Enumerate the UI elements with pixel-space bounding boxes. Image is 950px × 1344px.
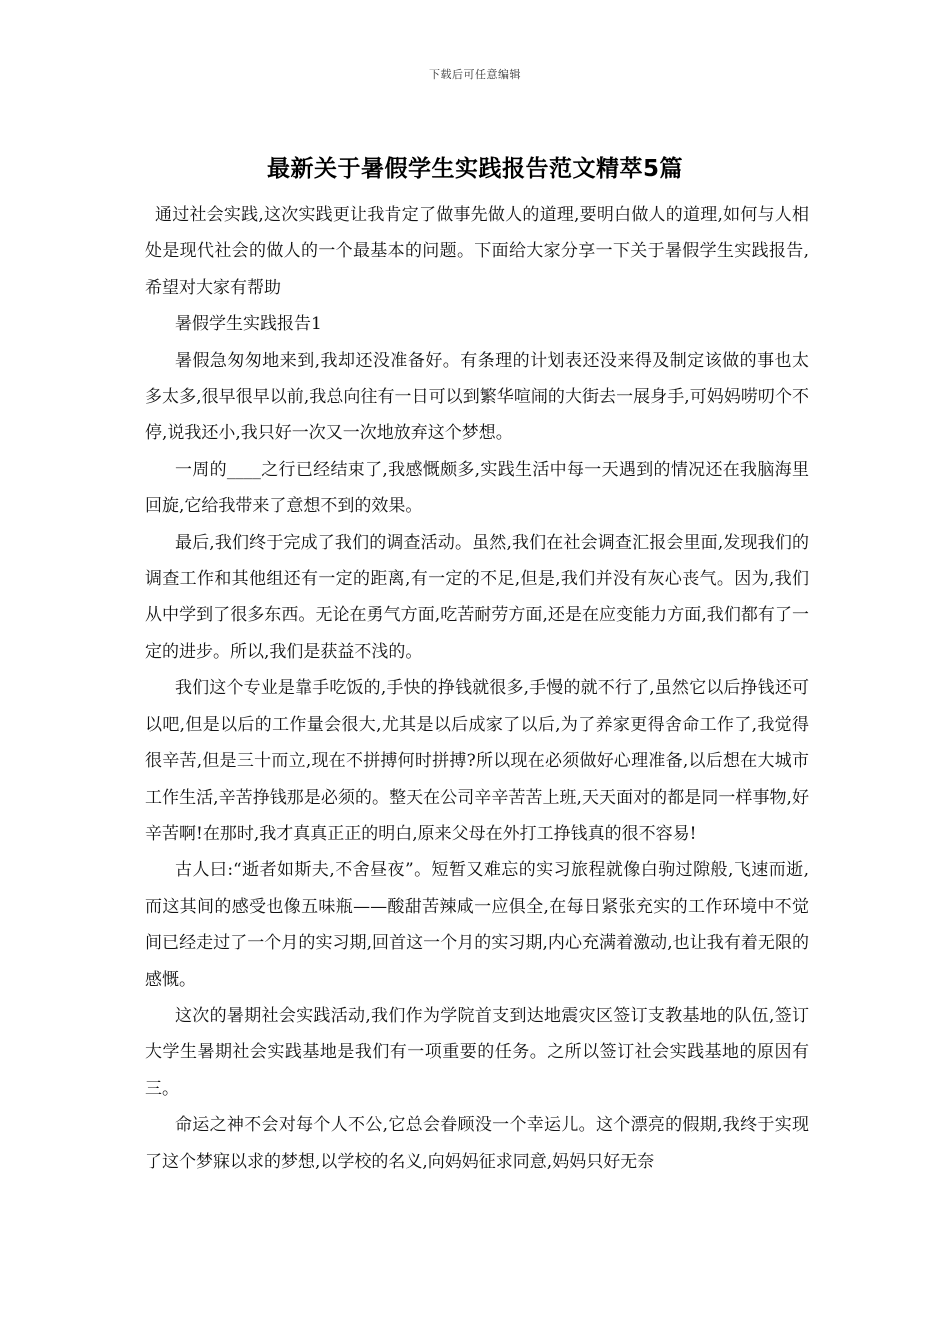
document-body	[145, 197, 809, 1180]
header-note: 下载后可任意编辑	[429, 68, 521, 81]
body-paragraph: 一周的____之行已经结束了,我感慨颇多,实践生活中每一天遇到的情况还在我脑海里回旋,它给我带来了意想不到的效果。	[145, 459, 809, 517]
body-paragraph: 命运之神不会对每个人不公,它总会眷顾没一个幸运儿。这个漂亮的假期,我终于实现了这个梦寐以求的梦想,以学校的名义,向妈妈征求同意,妈妈只好无奈	[145, 1115, 809, 1172]
intro-paragraph: 通过社会实践,这次实践更让我肯定了做事先做人的道理,要明白做人的道理,如何与人相处是现代社会的做人的一个最基本的问题。下面给大家分享一下关于暑假学生实践报告,希望对大家有帮助	[145, 205, 809, 298]
body-paragraph: 最后,我们终于完成了我们的调查活动。虽然,我们在社会调查汇报会里面,发现我们的调查工作和其他组还有一定的距离,有一定的不足,但是,我们并没有灰心丧气。因为,我们从中学到了很多东西。无论在勇气方面,吃苦耐劳方面,还是在应变能力方面,我们都有了一定的进步。所以,我们是获益不浅的。	[145, 532, 809, 662]
body-paragraph: 古人曰:“逝者如斯夫,不舍昼夜”。短暂又难忘的实习旅程就像白驹过隙般,飞速而逝,而这其间的感受也像五味瓶——酸甜苦辣咸一应俱全,在每日紧张充实的工作环境中不觉间已经走过了一个月的实习期,回首这一个月的实习期,内心充满着激动,也让我有着无限的感慨。	[145, 860, 809, 990]
document-title: 最新关于暑假学生实践报告范文精萃5篇	[266, 156, 683, 182]
body-paragraph: 暑假急匆匆地来到,我却还没准备好。有条理的计划表还没来得及制定该做的事也太多太多,很早很早以前,我总向往有一日可以到繁华喧闹的大街去一展身手,可妈妈唠叨个不停,说我还小,我只好一次又一次地放弃这个梦想。	[145, 350, 809, 444]
body-paragraph: 我们这个专业是靠手吃饭的,手快的挣钱就很多,手慢的就不行了,虽然它以后挣钱还可以吧,但是以后的工作量会很大,尤其是以后成家了以后,为了养家更得舍命工作了,我觉得很辛苦,但是三十而立,现在不拼搏何时拼搏?所以现在必须做好心理准备,以后想在大城市工作生活,辛苦挣钱那是必须的。整天在公司辛辛苦苦上班,天天面对的都是同一样事物,好辛苦啊!在那时,我才真真正正的明白,原来父母在外打工挣钱真的很不容易!	[145, 678, 809, 844]
section-heading: 暑假学生实践报告1	[175, 314, 322, 335]
body-paragraph: 这次的暑期社会实践活动,我们作为学院首支到达地震灾区签订支教基地的队伍,签订大学生暑期社会实践基地是我们有一项重要的任务。之所以签订社会实践基地的原因有三。	[145, 1005, 809, 1099]
